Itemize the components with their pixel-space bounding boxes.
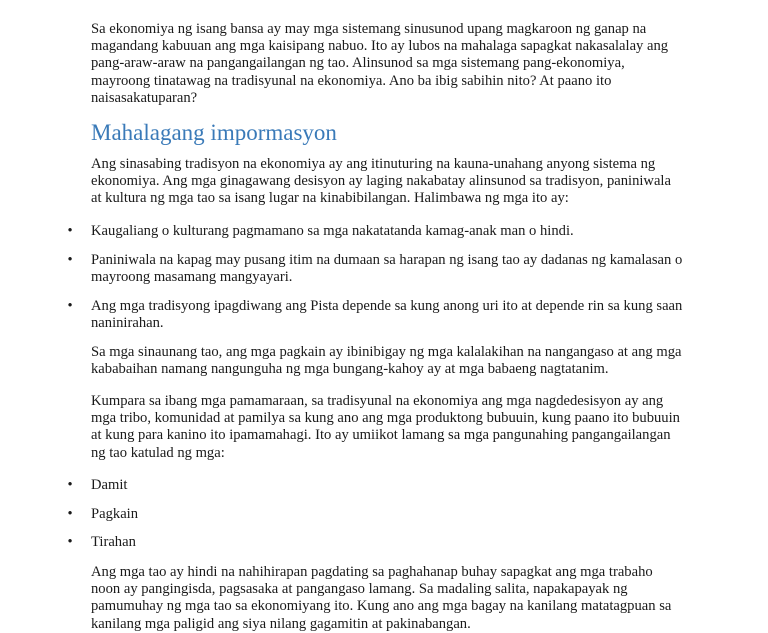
example-line: naninirahan. [91,315,164,332]
ancient-line: kababaihan namang nangunguha ng mga bungang-kahoy ay at mga babaeng nagtatanim. [91,361,609,378]
closing-line: Ang mga tao ay hindi na nahihirapan pagdating sa paghahanap buhay sapagkat ang mga trabaho [91,564,653,580]
example-text [91,223,691,240]
intro-line: naisasakatuparan? [91,89,198,106]
need-text: Pagkain [91,506,139,522]
need-text: Damit [91,477,128,493]
comparison-line: at kung para kanino ito ipamamahagi. Ito ay umiikot lamang sa mga pangunahing pangangailangan [91,427,671,444]
section-heading: Mahalagang impormasyon [91,120,337,145]
example-text [91,298,691,332]
comparison-line: ng tao katulad ng mga: [91,444,225,461]
example-line: mayroong masamang mangyayari. [91,269,293,286]
bullet-icon: • [67,252,73,268]
definition-line: Ang sinasabing tradisyon na ekonomiya ay ang itinuturing na kauna-unahang anyong sistema ng [91,156,656,172]
ancient-paragraph [91,344,691,378]
closing-paragraph [91,564,691,633]
example-line: Paniniwala na kapag may pusang itim na dumaan sa harapan ng isang tao ay dadanas ng kamalasan o [91,252,683,268]
example-text [91,252,691,286]
need-text: Tirahan [91,534,136,550]
example-line: Ang mga tradisyong ipagdiwang ang Pista depende sa kung anong uri ito at depende rin sa kung saan [91,298,683,314]
closing-line: noon ay pangingisda, pagsasaka at pangangaso lamang. Sa madaling salita, napakapayak ng [91,581,628,598]
bullet-icon: • [67,223,73,239]
definition-line: at kultura ng mga tao sa isang lugar na kinabibilangan. Halimbawa ng mga ito ay: [91,190,569,207]
closing-line: pamumuhay ng mga tao sa ekonomiyang ito. Kung ano ang mga bagay na kanilang matatagpuan sa [91,598,672,615]
intro-paragraph [91,21,691,107]
intro-line: Sa ekonomiya ng isang bansa ay may mga sistemang sinusunod upang magkaroon ng ganap na [91,21,647,37]
comparison-line: mga tribo, komunidad at pamilya sa kung ano ang mga produktong bubuuin, kung paano ito bubuuin [91,410,680,427]
bullet-icon: • [67,534,73,550]
definition-line: ekonomiya. Ang mga ginagawang desisyon ay laging nakabatay alinsunod sa tradisyon, paniniwala [91,173,671,190]
intro-line: pang-araw-araw na pangangailangan ng tao. Alinsunod sa mga sistemang pang-ekonomiya, [91,55,625,72]
intro-line: magandang kabuuan ang mga kaisipang nabuo. Ito ay lubos na mahalaga sapagkat nakasalalay ang [91,38,669,55]
comparison-paragraph [91,393,691,462]
definition-paragraph [91,156,691,208]
closing-line: kanilang mga paligid ang siya nilang gagamitin at pakinabangan. [91,615,471,632]
bullet-icon: • [67,477,73,493]
comparison-line: Kumpara sa ibang mga pamamaraan, sa tradisyunal na ekonomiya ang mga nagdedesisyon ay ang [91,393,664,409]
bullet-icon: • [67,506,73,522]
example-line: Kaugaliang o kulturang pagmamano sa mga nakatatanda kamag-anak man o hindi. [91,223,574,239]
ancient-line: Sa mga sinaunang tao, ang mga pagkain ay ibinibigay ng mga kalalakihan na nangangaso at ang mga [91,344,682,360]
intro-line: mayroong tinatawag na tradisyunal na ekonomiya. Ano ba ibig sabihin nito? At paano ito [91,72,612,89]
bullet-icon: • [67,298,73,314]
